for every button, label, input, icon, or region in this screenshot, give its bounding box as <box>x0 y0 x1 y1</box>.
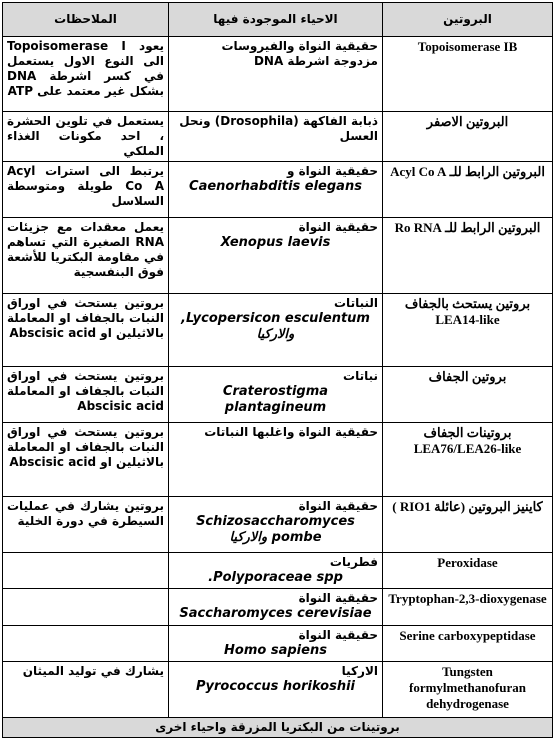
organism-text: النباتات <box>334 296 378 310</box>
table-row <box>3 218 553 294</box>
organism-latin: Caenorhabditis elegans <box>189 179 362 194</box>
organism-latin: Craterostigma plantagineum <box>222 384 329 416</box>
table-row <box>3 162 553 218</box>
notes-text: يعمل معقدات مع جزيئات RNA الصغيرة التي تساهم في مقاومة البكتريا للأشعة فوق البنفسجية <box>7 220 164 279</box>
organism-latin: Xenopus laevis <box>220 235 331 250</box>
notes-text: يشارك في توليد الميثان <box>22 663 164 678</box>
notes-text: بروتين يستحث في اوراق النبات بالجفاف او المعاملة بالاثيلين او Abscisic acid <box>7 296 164 340</box>
notes-cell <box>3 37 169 112</box>
protein-cell <box>383 37 553 112</box>
notes-text: بروتين يستحث في اوراق النبات بالجفاف او المعاملة بالاثيلين او Abscisic acid <box>7 425 164 469</box>
organism-latin: Saccharomyces cerevisiae <box>179 606 372 622</box>
notes-cell <box>3 112 169 162</box>
protein-name: بروتين الجفاف <box>428 369 507 384</box>
organism-cell <box>169 162 383 218</box>
organism-text: الاركيا <box>341 663 378 678</box>
notes-cell <box>3 625 169 661</box>
footer-row <box>3 717 553 737</box>
notes-cell <box>3 589 169 625</box>
table-row <box>3 112 553 162</box>
organism-text: حقيقية النواة <box>298 591 378 606</box>
organism-text: فطريات <box>329 555 378 569</box>
notes-text: بروتين يستحث في اوراق النبات بالجفاف او المعاملة Abscisic acid <box>7 369 164 413</box>
protein-cell <box>383 162 553 218</box>
table-row <box>3 497 553 553</box>
organism-latin: Schizosaccharomyces pombe والاركيا <box>196 514 355 546</box>
protein-cell <box>383 112 553 162</box>
table-row <box>3 553 553 589</box>
organism-cell <box>169 423 383 497</box>
organism-latin: Homo sapiens <box>224 642 327 658</box>
organism-text: حقيقية النواة <box>298 220 378 234</box>
notes-text: يستعمل في تلوين الحشرة ، احد مكونات الغذاء الملكي <box>7 114 164 158</box>
protein-table <box>2 2 553 738</box>
organism-text: حقيقية النواة <box>298 499 378 513</box>
protein-cell <box>383 294 553 367</box>
protein-cell <box>383 423 553 497</box>
organism-cell <box>169 589 383 625</box>
header-row <box>3 3 553 37</box>
notes-cell <box>3 218 169 294</box>
organism-latin: Pyrococcus horikoshii <box>196 678 355 694</box>
organism-latin: Lycopersicon esculentum, والاركيا <box>181 311 370 343</box>
table-row <box>3 294 553 367</box>
protein-cell <box>383 553 553 589</box>
notes-text: يعود Topoisomerase I الى النوع الاول يستعمل في كسر اشرطة DNA بشكل غير معتمد على ATP <box>7 39 164 98</box>
protein-cell <box>383 589 553 625</box>
protein-cell <box>383 218 553 294</box>
protein-name: Peroxidase <box>437 555 498 570</box>
protein-cell <box>383 661 553 717</box>
organism-text: حقيقية النواة والفيروسات مزدوجة اشرطة DNA <box>221 39 378 68</box>
table-row <box>3 37 553 112</box>
notes-cell <box>3 423 169 497</box>
protein-name: بروتينات الجفاف LEA76/LEA26-like <box>413 425 522 457</box>
notes-cell <box>3 553 169 589</box>
protein-name: Tryptophan-2,3-dioxygenase <box>388 591 547 607</box>
protein-name: Serine carboxypeptidase <box>399 627 536 643</box>
table-row <box>3 367 553 423</box>
notes-text: يرتبط الى استرات Acyl Co A طويلة ومتوسطة السلاسل <box>7 164 164 208</box>
protein-cell <box>383 625 553 661</box>
organism-cell <box>169 112 383 162</box>
header-notes: الملاحظات <box>3 3 169 37</box>
notes-cell <box>3 367 169 423</box>
organism-cell <box>169 497 383 553</box>
notes-cell <box>3 162 169 218</box>
protein-name: كاينيز البروتين (عائلة RIO1 ) <box>392 499 543 514</box>
organism-cell <box>169 625 383 661</box>
table-row <box>3 625 553 661</box>
organism-text: ذبابة الفاكهة (Drosophila) ونحل العسل <box>179 114 378 143</box>
protein-name: البروتين الاصفر <box>426 114 509 129</box>
protein-name: البروتين الرابط للـ Acyl Co A <box>390 164 545 179</box>
table-row <box>3 589 553 625</box>
organism-text: نباتات <box>343 369 378 383</box>
header-organism: الاحياء الموجودة فيها <box>169 3 383 37</box>
notes-cell <box>3 661 169 717</box>
table-row <box>3 661 553 717</box>
protein-name: بروتين يستحث بالجفاف LEA14-like <box>404 296 531 328</box>
protein-name: Tungsten formylmethanofuran dehydrogenase <box>409 663 526 712</box>
protein-name: Topoisomerase IB <box>417 39 518 54</box>
organism-cell <box>169 367 383 423</box>
table-row <box>3 423 553 497</box>
organism-text: حقيقية النواة و <box>286 164 378 178</box>
footer-caption: بروتينات من البكتريا المزرقة واحياء اخرى <box>3 717 553 737</box>
notes-cell <box>3 294 169 367</box>
organism-cell <box>169 294 383 367</box>
protein-name: البروتين الرابط للـ Ro RNA <box>394 220 541 235</box>
organism-text: حقيقية النواة واغلبها النباتات <box>204 425 378 439</box>
organism-cell <box>169 661 383 717</box>
protein-cell <box>383 497 553 553</box>
organism-cell <box>169 553 383 589</box>
organism-text: حقيقية النواة <box>298 627 378 642</box>
organism-cell <box>169 218 383 294</box>
header-protein: البروتين <box>383 3 553 37</box>
notes-text: بروتين يشارك في عمليات السيطرة في دورة الخلية <box>7 499 164 528</box>
organism-latin: Polyporaceae spp. <box>208 570 343 585</box>
notes-cell <box>3 497 169 553</box>
organism-cell <box>169 37 383 112</box>
protein-cell <box>383 367 553 423</box>
